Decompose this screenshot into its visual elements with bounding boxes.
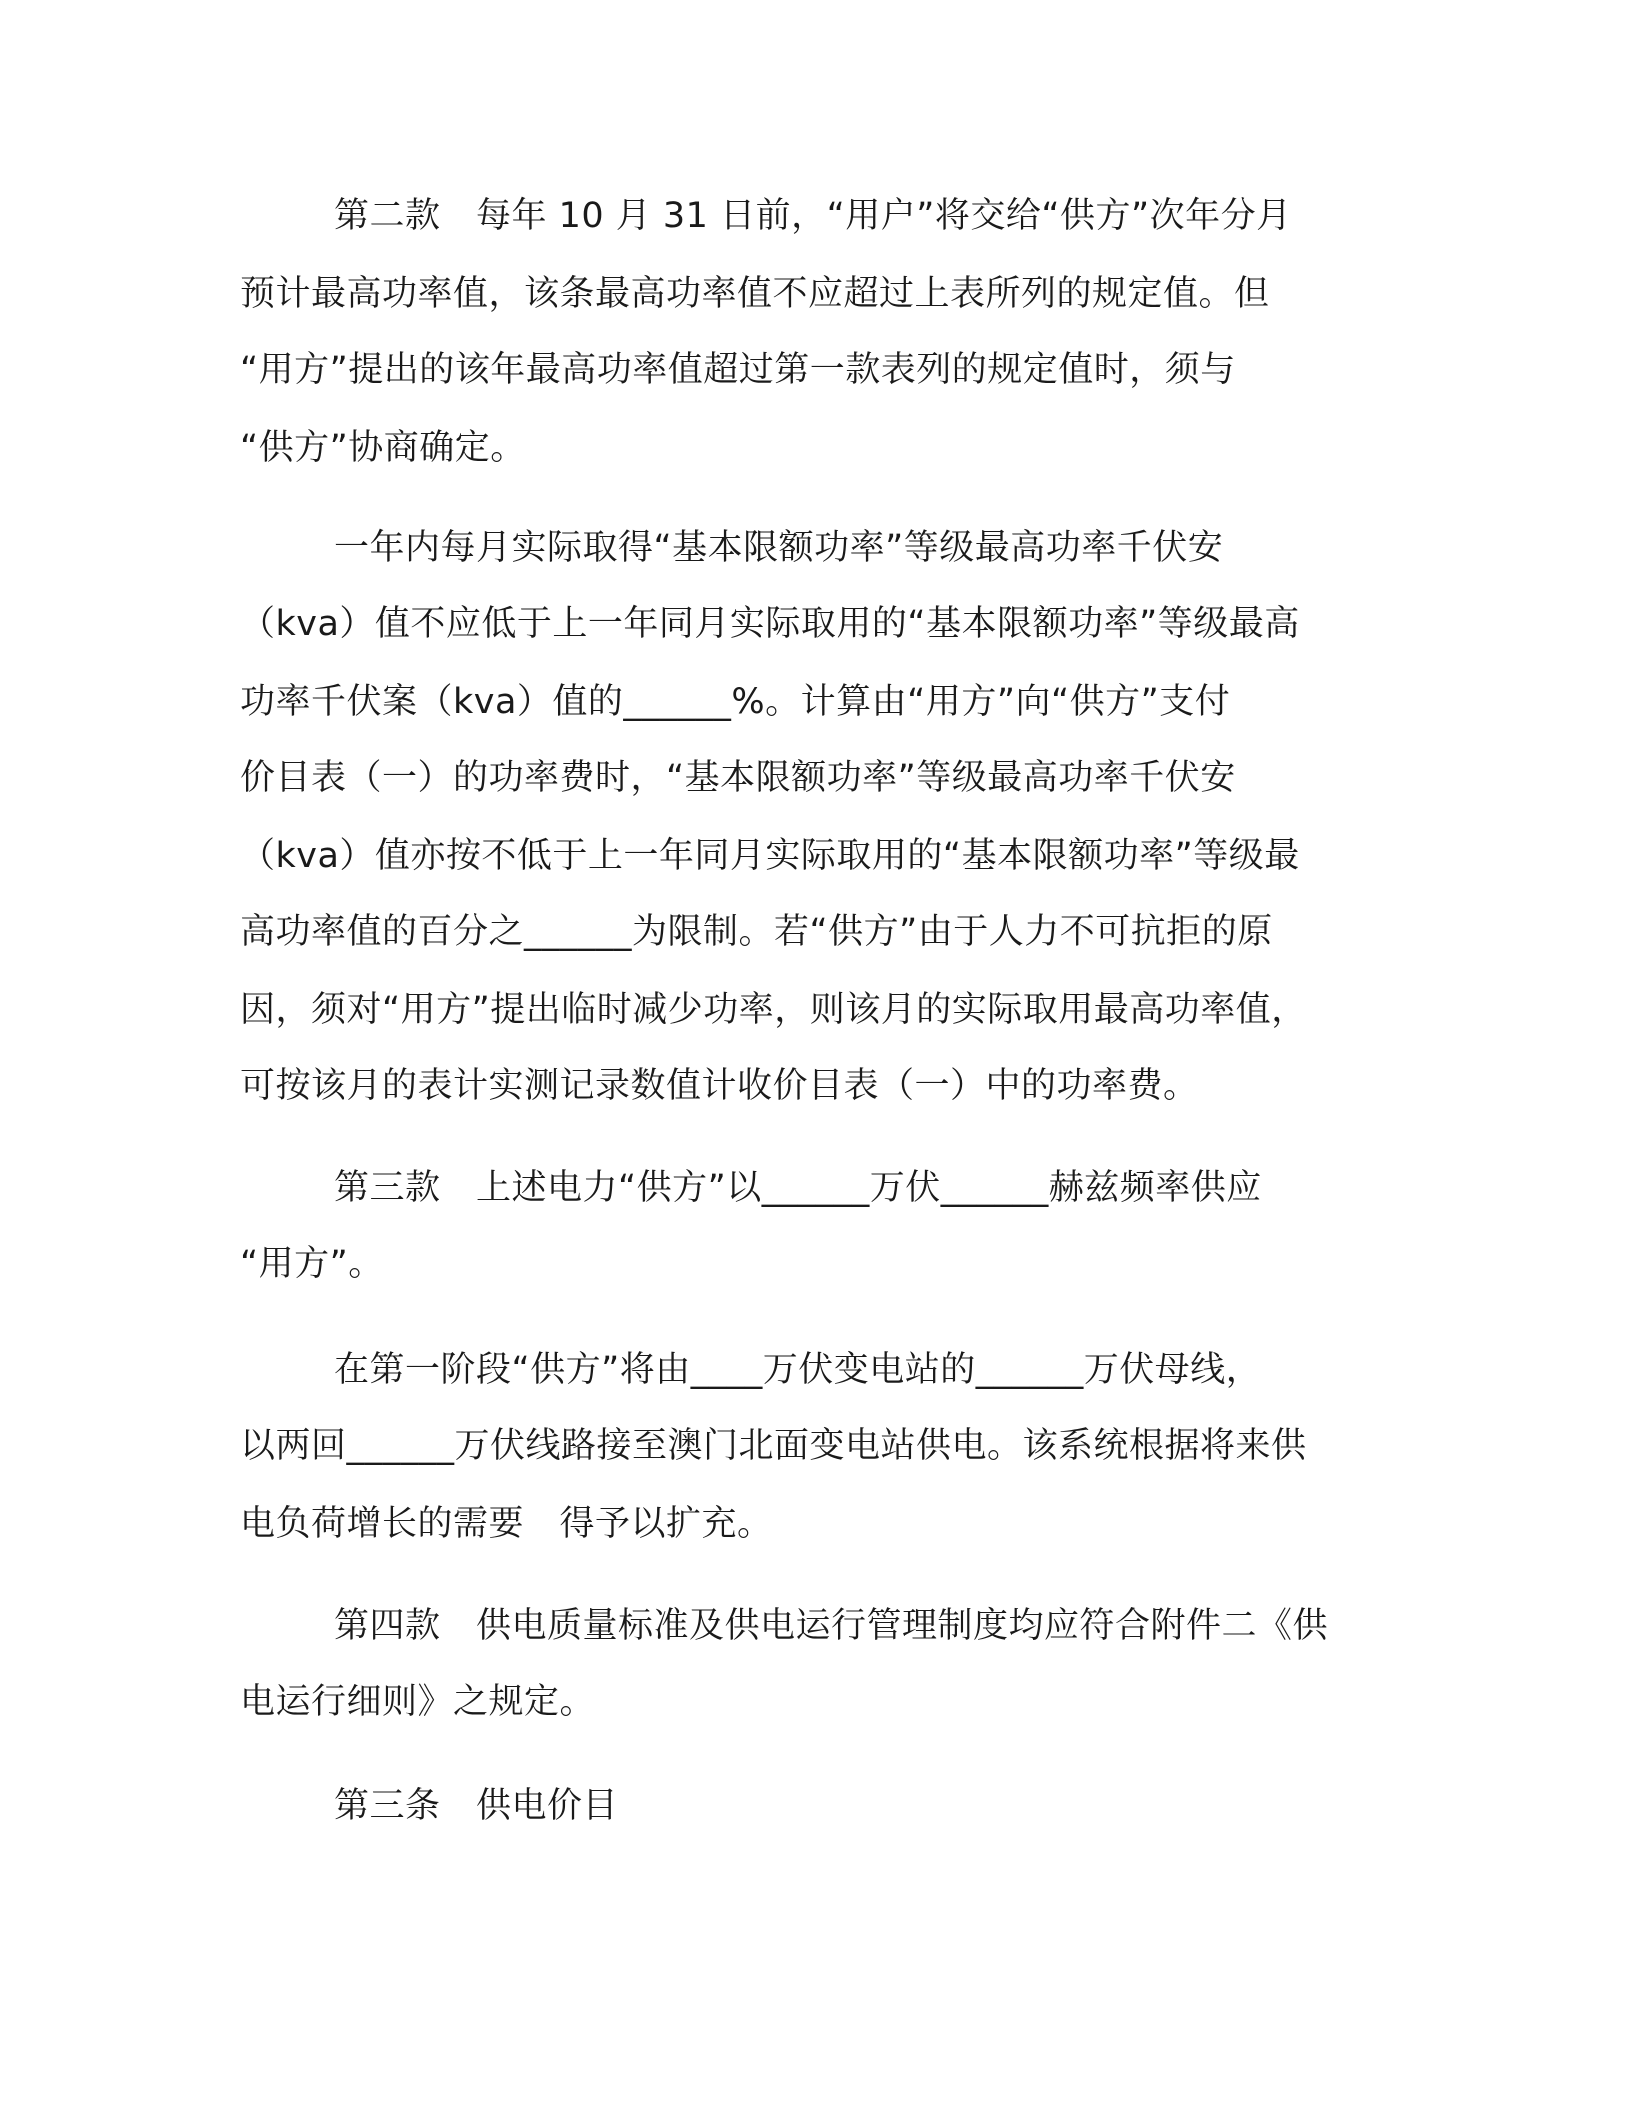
paragraph-line: “用方”提出的该年最高功率值超过第一款表列的规定值时，须与	[240, 350, 1236, 390]
paragraph-line: 可按该月的表计实测记录数值计收价目表（一）中的功率费。	[240, 1066, 1199, 1106]
paragraph-line: （kva）值不应低于上一年同月实际取用的“基本限额功率”等级最高	[240, 604, 1300, 644]
paragraph-line: （kva）值亦按不低于上一年同月实际取用的“基本限额功率”等级最	[240, 836, 1300, 876]
paragraph-line: 第三款 上述电力“供方”以______万伏______赫兹频率供应	[334, 1168, 1262, 1208]
paragraph-line: 价目表（一）的功率费时，“基本限额功率”等级最高功率千伏安	[240, 758, 1236, 798]
paragraph-line: 因，须对“用方”提出临时减少功率，则该月的实际取用最高功率值，	[240, 990, 1307, 1030]
paragraph-line: 第二款 每年 10 月 31 日前，“用户”将交给“供方”次年分月	[334, 196, 1292, 236]
paragraph-line: “用方”。	[240, 1244, 384, 1284]
paragraph-line: 预计最高功率值，该条最高功率值不应超过上表所列的规定值。但	[240, 274, 1270, 314]
paragraph-line: 电负荷增长的需要 得予以扩充。	[240, 1504, 773, 1544]
paragraph-line: 电运行细则》之规定。	[240, 1682, 596, 1722]
paragraph-line: 在第一阶段“供方”将由____万伏变电站的______万伏母线，	[334, 1350, 1262, 1390]
section-heading: 第三条 供电价目	[334, 1786, 619, 1826]
paragraph-line: 一年内每月实际取得“基本限额功率”等级最高功率千伏安	[334, 528, 1224, 568]
paragraph-line: 第四款 供电质量标准及供电运行管理制度均应符合附件二《供	[334, 1606, 1329, 1646]
paragraph-line: 功率千伏案（kva）值的______%。计算由“用方”向“供方”支付	[240, 682, 1231, 722]
paragraph-line: 以两回______万伏线路接至澳门北面变电站供电。该系统根据将来供	[240, 1426, 1307, 1466]
paragraph-line: 高功率值的百分之______为限制。若“供方”由于人力不可抗拒的原	[240, 912, 1273, 952]
paragraph-line: “供方”协商确定。	[240, 428, 526, 468]
